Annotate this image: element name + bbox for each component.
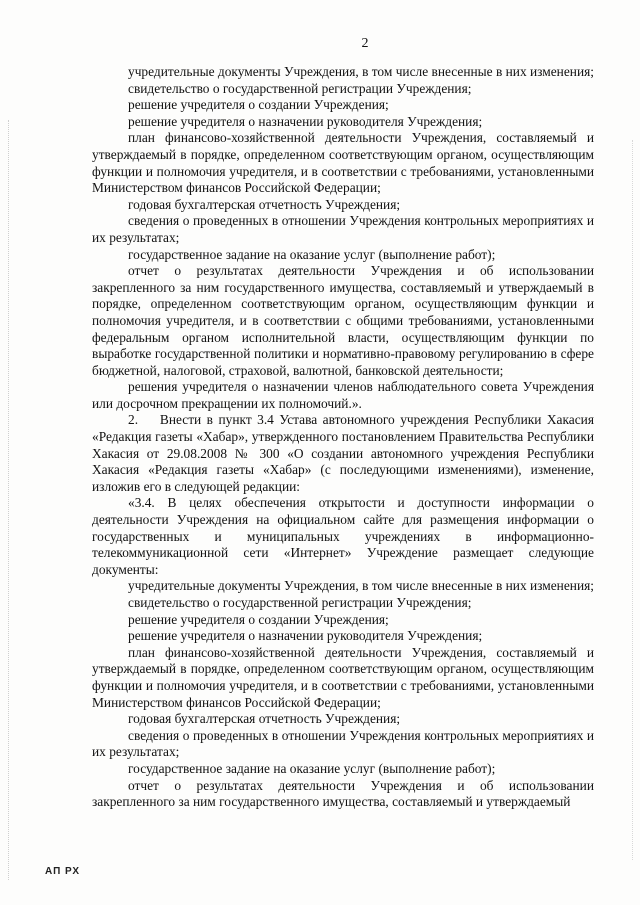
paragraph: решения учредителя о назначении членов наблюдательного совета Учреждения или досрочном прекращении их полномочий.». — [92, 379, 594, 411]
paragraph: учредительные документы Учреждения, в том числе внесенные в них изменения; — [128, 578, 594, 594]
paragraph: отчет о результатах деятельности Учреждения и об использовании закрепленного за ним государственного имущества, составляемый и утверждаемый — [92, 777, 594, 810]
paragraph: сведения о проведенных в отношении Учреждения контрольных мероприятиях и их результатах; — [92, 213, 594, 245]
paragraph: 2. Внести в пункт 3.4 Устава автономного учреждения Республики Хакасия «Редакция газеты «Хабар», утвержденного постановлением Правительства Республики Хакасия от 29.08.2008 № 300 «О создании автономного учреждения Республики Хакасия «Редакция газеты «Хабар» (с последующими изменениями), изменение, изложив его в следующей редакции: — [92, 412, 594, 494]
paragraph: учредительные документы Учреждения, в том числе внесенные в них изменения; — [128, 64, 594, 79]
footer-mark: АП РХ — [45, 866, 81, 877]
paragraph: «3.4. В целях обеспечения открытости и доступности информации о деятельности Учреждения на официальном сайте для размещения информации о государственных и муниципальных учреждениях в информационно-телекоммуникационной сети «Интернет» Учреждение размещает следующие документы: — [92, 495, 594, 577]
page-number: 2 — [361, 36, 369, 51]
paragraph: государственное задание на оказание услуг (выполнение работ); — [128, 246, 496, 262]
paragraph: план финансово-хозяйственной деятельности Учреждения, составляемый и утверждаемый в порядке, определенном соответствующим органом, осуществляющим функции и полномочия учредителя, и в соответствии с требованиями, установленными Министерством финансов Российской Федерации; — [92, 644, 594, 710]
paragraph: годовая бухгалтерская отчетность Учреждения; — [128, 711, 401, 727]
document-body — [92, 64, 594, 811]
paragraph: решение учредителя о создании Учреждения; — [128, 611, 389, 627]
paragraph: свидетельство о государственной регистрации Учреждения; — [128, 80, 472, 96]
paragraph: годовая бухгалтерская отчетность Учреждения; — [128, 196, 401, 212]
paragraph: решение учредителя о назначении руководителя Учреждения; — [128, 628, 483, 644]
paragraph: сведения о проведенных в отношении Учреждения контрольных мероприятиях и их результатах; — [92, 727, 594, 760]
paragraph: государственное задание на оказание услуг (выполнение работ); — [128, 760, 496, 776]
paragraph: свидетельство о государственной регистрации Учреждения; — [128, 595, 472, 610]
paragraph: решение учредителя о создании Учреждения; — [128, 97, 389, 113]
scan-edge-left — [8, 120, 10, 880]
paragraph: план финансово-хозяйственной деятельности Учреждения, составляемый и утверждаемый в порядке, определенном соответствующим органом, осуществляющим функции и полномочия учредителя, и в соответствии с требованиями, установленными Министерством финансов Российской Федерации; — [92, 130, 594, 196]
scan-edge-right — [632, 140, 634, 860]
paragraph: отчет о результатах деятельности Учреждения и об использовании закрепленного за ним государственного имущества, составляемый и утверждаемый в порядке, определенном соответствующим органом, осуществляющим функции и полномочия учредителя, и в соответствии с общими требованиями, установленными федеральным органом исполнительной власти, осуществляющим функции по выработке государственной политики и нормативно-правовому регулированию в сфере бюджетной, налоговой, страховой, валютной, банковской деятельности; — [92, 263, 594, 378]
paragraph: решение учредителя о назначении руководителя Учреждения; — [128, 113, 483, 129]
